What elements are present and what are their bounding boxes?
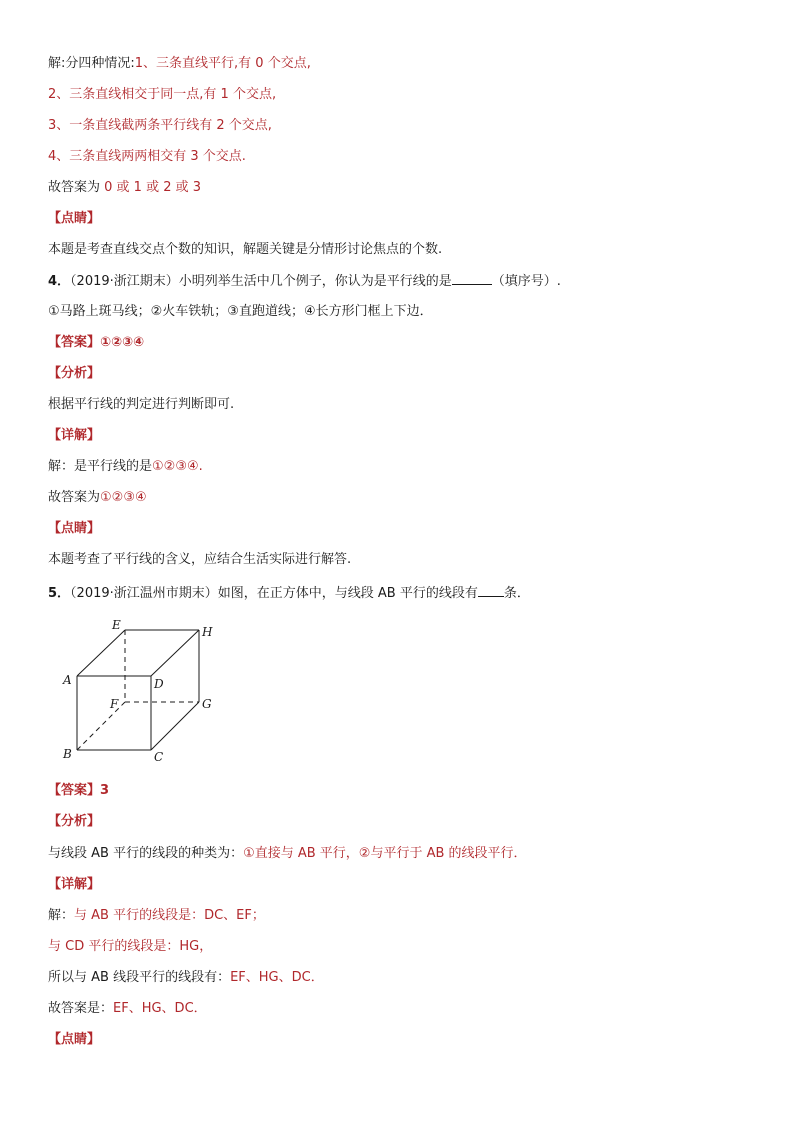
cube-figure — [56, 618, 226, 768]
final-answer-value: EF、HG、DC． — [113, 1001, 207, 1016]
final-answer-prefix: 故答案是： — [48, 1001, 114, 1016]
label-G: G — [202, 697, 212, 711]
case-2: 2、三条直线相交于同一点,有 1 个交点, — [48, 87, 277, 102]
tip-text: 本题考查了平行线的含义，应结合生活实际进行解答. — [48, 552, 352, 567]
question-source: （2019·浙江温州市期末） — [70, 586, 218, 601]
detail-line-3 — [48, 969, 324, 987]
label-H: H — [202, 625, 213, 639]
answer-prefix: 故答案为 — [48, 180, 105, 195]
tip-heading: 【点睛】 — [48, 211, 101, 226]
detail-prefix: 解： — [48, 908, 75, 923]
edge-CG — [151, 702, 199, 750]
answer-value: 0 或 1 或 2 或 3 — [104, 180, 202, 195]
case-3: 3、一条直线截两条平行线有 2 个交点, — [48, 118, 272, 133]
case-4: 4、三条直线两两相交有 3 个交点. — [48, 149, 246, 164]
detail-line — [48, 458, 203, 476]
answer-blank — [478, 584, 504, 597]
edge-DH — [151, 630, 199, 676]
detail-line-2: 与 CD 平行的线段是：HG， — [48, 939, 213, 954]
question-number: 4． — [48, 274, 71, 289]
answer-value: 3 — [100, 783, 110, 798]
analysis-value: ①直接与 AB 平行，②与平行于 AB 的线段平行． — [243, 846, 527, 861]
question-4-options: ①马路上斑马线；②火车铁轨；③直跑道线；④长方形门框上下边． — [48, 304, 433, 319]
analysis-heading: 【分析】 — [48, 814, 101, 829]
analysis-line — [48, 845, 527, 863]
question-number: 5． — [48, 586, 71, 601]
question-4-stem — [48, 272, 561, 291]
solution-line-1 — [48, 55, 311, 73]
answer-heading: 【答案】 — [48, 335, 101, 350]
detail-heading: 【详解】 — [48, 877, 101, 892]
tip-heading: 【点睛】 — [48, 1032, 101, 1047]
analysis-prefix: 与线段 AB 平行的线段的种类为： — [48, 846, 244, 861]
edge-AE — [77, 630, 125, 676]
analysis-heading: 【分析】 — [48, 366, 101, 381]
final-answer-prefix: 故答案为 — [48, 490, 101, 505]
label-E: E — [112, 618, 121, 632]
label-A: A — [63, 673, 72, 687]
question-text: 小明列举生活中几个例子，你认为是平行线的是 — [178, 274, 452, 289]
question-text: 如图，在正方体中，与线段 AB 平行的线段有 — [217, 586, 478, 601]
analysis-text: 根据平行线的判定进行判断即可. — [48, 397, 235, 412]
final-answer-line — [48, 1000, 207, 1018]
detail-prefix: 所以与 AB 线段平行的线段有： — [48, 970, 231, 985]
answer-value: ①②③④ — [100, 335, 145, 350]
label-D: D — [154, 677, 164, 691]
label-B: B — [63, 747, 72, 761]
label-F: F — [110, 697, 119, 711]
answer-line — [48, 179, 201, 197]
detail-heading: 【详解】 — [48, 428, 101, 443]
detail-value: EF、HG、DC． — [230, 970, 324, 985]
answer-heading: 【答案】 — [48, 783, 101, 798]
question-text-end: （填序号）. — [491, 274, 561, 289]
question-5-stem — [48, 584, 530, 603]
answer-blank — [452, 272, 492, 285]
question-text-end: 条． — [503, 586, 530, 601]
final-answer-value: ①②③④ — [100, 490, 147, 505]
solution-intro: 解:分四种情况: — [48, 56, 135, 71]
final-answer-line — [48, 489, 147, 507]
tip-heading: 【点睛】 — [48, 521, 101, 536]
label-C: C — [154, 750, 164, 764]
detail-value: ①②③④. — [152, 459, 203, 474]
tip-text: 本题是考查直线交点个数的知识，解题关键是分情形讨论焦点的个数. — [48, 242, 443, 257]
detail-line-1 — [48, 907, 265, 925]
question-source: （2019·浙江期末） — [70, 274, 179, 289]
answer-block — [48, 782, 109, 800]
detail-value: 与 AB 平行的线段是：DC、EF； — [74, 908, 265, 923]
detail-prefix: 解：是平行线的是 — [48, 459, 153, 474]
case-1: 1、三条直线平行,有 0 个交点, — [134, 56, 311, 71]
answer-block — [48, 334, 144, 352]
